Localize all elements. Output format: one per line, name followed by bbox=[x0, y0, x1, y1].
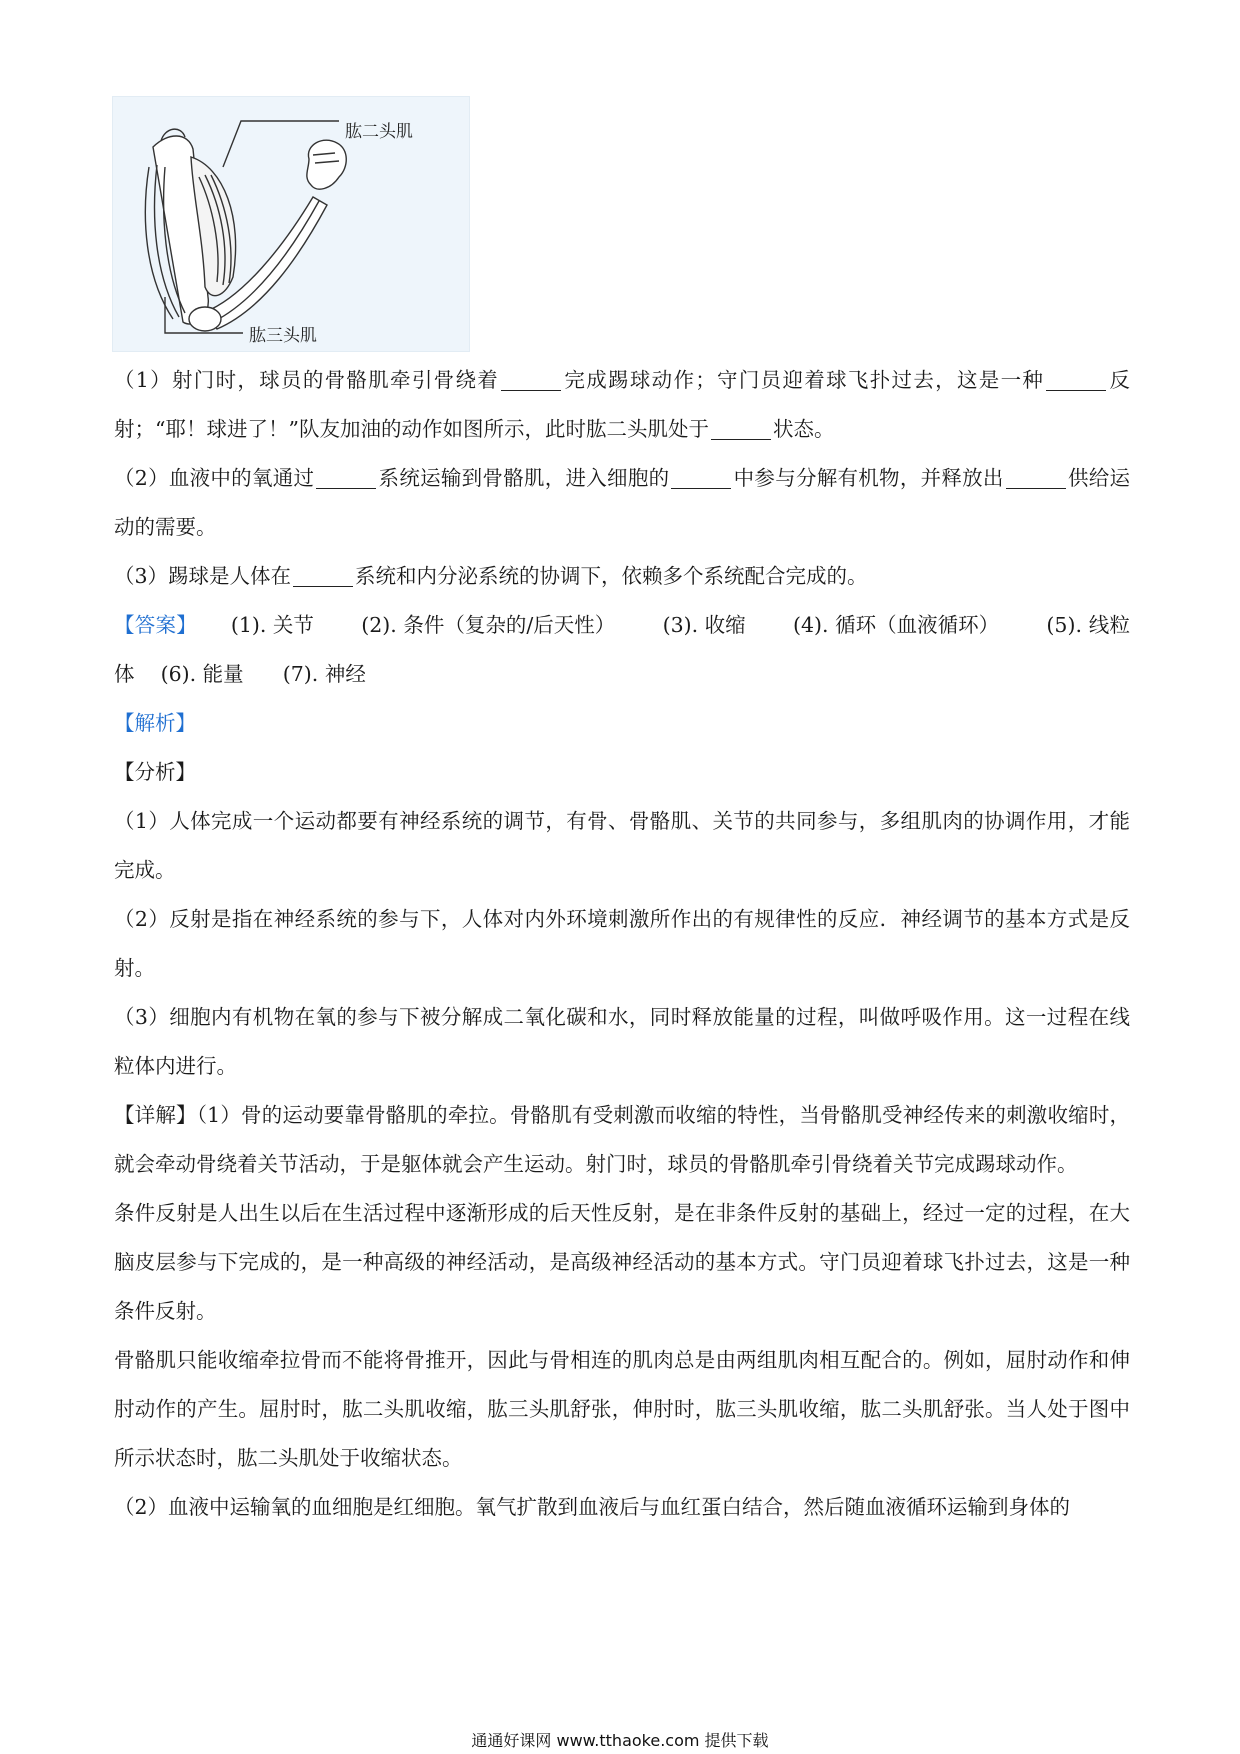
q1-part2: 完成踢球动作；守门员迎着球飞扑过去，这是一种 bbox=[563, 368, 1045, 392]
q3-part1: （3）踢球是人体在 bbox=[114, 564, 292, 588]
triceps-label: 肱三头肌 bbox=[249, 326, 317, 346]
analysis-point-1: （1）人体完成一个运动都要有神经系统的调节，有骨、骨骼肌、关节的共同参与，多组肌肉的协调作用，才能完成。 bbox=[114, 809, 1130, 882]
detail-paragraph-1 bbox=[114, 1091, 1130, 1189]
arm-muscle-figure bbox=[112, 96, 470, 352]
detail-paragraph-2: 条件反射是人出生以后在生活过程中逐渐形成的后天性反射，是在非条件反射的基础上，经过一定的过程，在大脑皮层参与下完成的，是一种高级的神经活动，是高级神经活动的基本方式。守门员迎着球飞扑过去，这是一种条件反射。 bbox=[114, 1201, 1130, 1323]
answer-blank bbox=[671, 468, 731, 489]
page-footer: 通通好课网 www.tthaoke.com 提供下载 bbox=[471, 1731, 769, 1750]
q1-part1: （1）射门时，球员的骨骼肌牵引骨绕着 bbox=[114, 368, 500, 392]
answer-item: (6). 能量 bbox=[160, 662, 244, 686]
answer-blank bbox=[1006, 468, 1066, 489]
detail-text: （1）骨的运动要靠骨骼肌的牵拉。骨骼肌有受刺激而收缩的特性，当骨骼肌受神经传来的刺激收缩时，就会牵动骨绕着关节活动，于是躯体就会产生运动。射门时，球员的骨骼肌牵引骨绕着关节完成踢球动作。 bbox=[114, 1103, 1131, 1176]
q1-part3: 反射；“耶！球进了！”队友加油的动作如图所示，此时肱二头肌处于 bbox=[114, 368, 1130, 441]
detail-paragraph-3: 骨骼肌只能收缩牵拉骨而不能将骨推开，因此与骨相连的肌肉总是由两组肌肉相互配合的。例如，屈肘动作和伸肘动作的产生。屈肘时，肱二头肌收缩，肱三头肌舒张，伸肘时，肱三头肌收缩，肱二头肌舒张。当人处于图中所示状态时，肱二头肌处于收缩状态。 bbox=[114, 1348, 1130, 1470]
document-body bbox=[114, 356, 1130, 1532]
q2-part2: 系统运输到骨骼肌，进入细胞的 bbox=[378, 466, 670, 490]
analysis-point-3: （3）细胞内有机物在氧的参与下被分解成二氧化碳和水，同时释放能量的过程，叫做呼吸作用。这一过程在线粒体内进行。 bbox=[114, 1005, 1130, 1078]
detail-tag: 【详解】 bbox=[114, 1103, 197, 1127]
q2-part1: （2）血液中的氧通过 bbox=[114, 466, 315, 490]
question-1 bbox=[114, 356, 1130, 454]
answer-item: (1). 关节 bbox=[230, 613, 314, 637]
analysis-tag: 【解析】 bbox=[114, 711, 196, 735]
answer-blank bbox=[501, 370, 561, 391]
analysis-point-2: （2）反射是指在神经系统的参与下，人体对内外环境刺激所作出的有规律性的反应．神经调节的基本方式是反射。 bbox=[114, 907, 1130, 980]
question-3 bbox=[114, 552, 1130, 601]
detail-paragraph-4: （2）血液中运输氧的血细胞是红细胞。氧气扩散到血液后与血红蛋白结合，然后随血液循环运输到身体的 bbox=[114, 1495, 1071, 1519]
q1-part4: 状态。 bbox=[772, 417, 835, 441]
answer-section bbox=[114, 601, 1130, 699]
q2-part4: 供给运动的需要。 bbox=[114, 466, 1131, 539]
analysis-sub-tag: 【分析】 bbox=[114, 760, 196, 784]
arm-illustration bbox=[113, 97, 471, 353]
answer-item: (5). 线粒体 bbox=[114, 613, 1130, 686]
answer-item: (3). 收缩 bbox=[662, 613, 746, 637]
q2-part3: 中参与分解有机物，并释放出 bbox=[733, 466, 1004, 490]
question-2 bbox=[114, 454, 1130, 552]
biceps-label: 肱二头肌 bbox=[345, 122, 413, 142]
analysis-heading bbox=[114, 699, 1130, 748]
q3-part2: 系统和内分泌系统的协调下，依赖多个系统配合完成的。 bbox=[355, 564, 868, 588]
answer-blank bbox=[711, 419, 771, 440]
answer-blank bbox=[293, 566, 353, 587]
answer-tag: 【答案】 bbox=[114, 613, 197, 637]
analysis-subheading bbox=[114, 748, 1130, 797]
answer-item: (7). 神经 bbox=[282, 662, 366, 686]
answer-blank bbox=[316, 468, 376, 489]
answer-blank bbox=[1046, 370, 1106, 391]
answer-item: (2). 条件（复杂的/后天性） bbox=[361, 613, 616, 637]
answer-item: (4). 循环（血液循环） bbox=[793, 613, 1000, 637]
